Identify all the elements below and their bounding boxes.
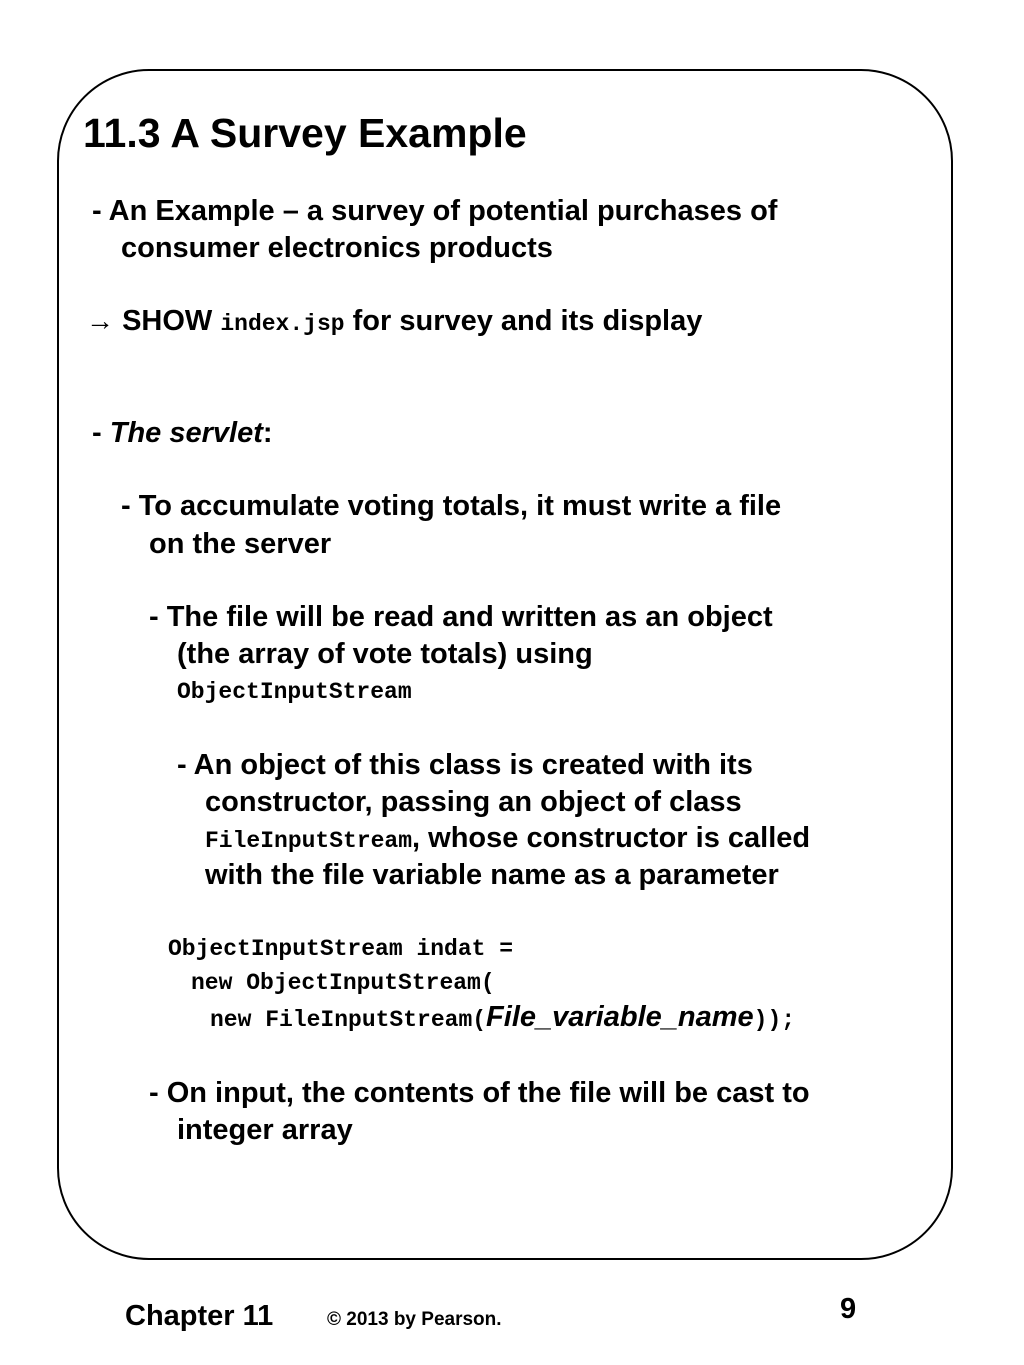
page-number: 9 — [840, 1293, 857, 1325]
show-suffix: for survey and its display — [352, 305, 703, 337]
show-code: index.jsp — [220, 311, 345, 337]
code-line-3 — [210, 1003, 795, 1032]
show-line — [86, 307, 702, 336]
file-line-2: (the array of vote totals) using — [177, 638, 593, 670]
servlet-label: The servlet — [109, 417, 263, 449]
footer-copyright: © 2013 by Pearson. — [327, 1309, 502, 1330]
input-line-2: integer array — [177, 1114, 353, 1146]
slide-title: 11.3 A Survey Example — [83, 110, 527, 156]
object-code: FileInputStream — [205, 828, 413, 854]
code-line-3-param: File_variable_name — [486, 1001, 754, 1033]
object-line-2: constructor, passing an object of class — [205, 786, 742, 818]
accumulate-line-2: on the server — [149, 528, 332, 560]
example-line-2: consumer electronics products — [121, 232, 553, 264]
code-line-3-suffix: )); — [753, 1007, 796, 1033]
servlet-dash: - — [92, 417, 102, 449]
object-line-4: with the file variable name as a parameter — [205, 859, 779, 891]
object-line-3 — [205, 824, 810, 853]
footer-chapter: Chapter 11 — [125, 1300, 274, 1332]
example-line-1: - An Example – a survey of potential purchases of — [92, 195, 778, 227]
object-line-3-rest: , whose constructor is called — [412, 822, 811, 854]
code-line-3-prefix: new FileInputStream( — [210, 1007, 487, 1033]
right-arrow-icon: → — [86, 305, 114, 336]
input-line-1: - On input, the contents of the file will be cast to — [149, 1077, 810, 1109]
object-line-1: - An object of this class is created with its — [177, 749, 753, 781]
code-line-1: ObjectInputStream indat = — [168, 936, 514, 962]
code-line-2: new ObjectInputStream( — [191, 970, 495, 996]
accumulate-line-1: - To accumulate voting totals, it must write a file — [121, 490, 782, 522]
file-line-1: - The file will be read and written as an object — [149, 601, 773, 633]
servlet-heading — [92, 419, 273, 448]
servlet-colon: : — [262, 417, 273, 449]
show-prefix: SHOW — [122, 305, 213, 337]
file-code: ObjectInputStream — [177, 679, 412, 705]
